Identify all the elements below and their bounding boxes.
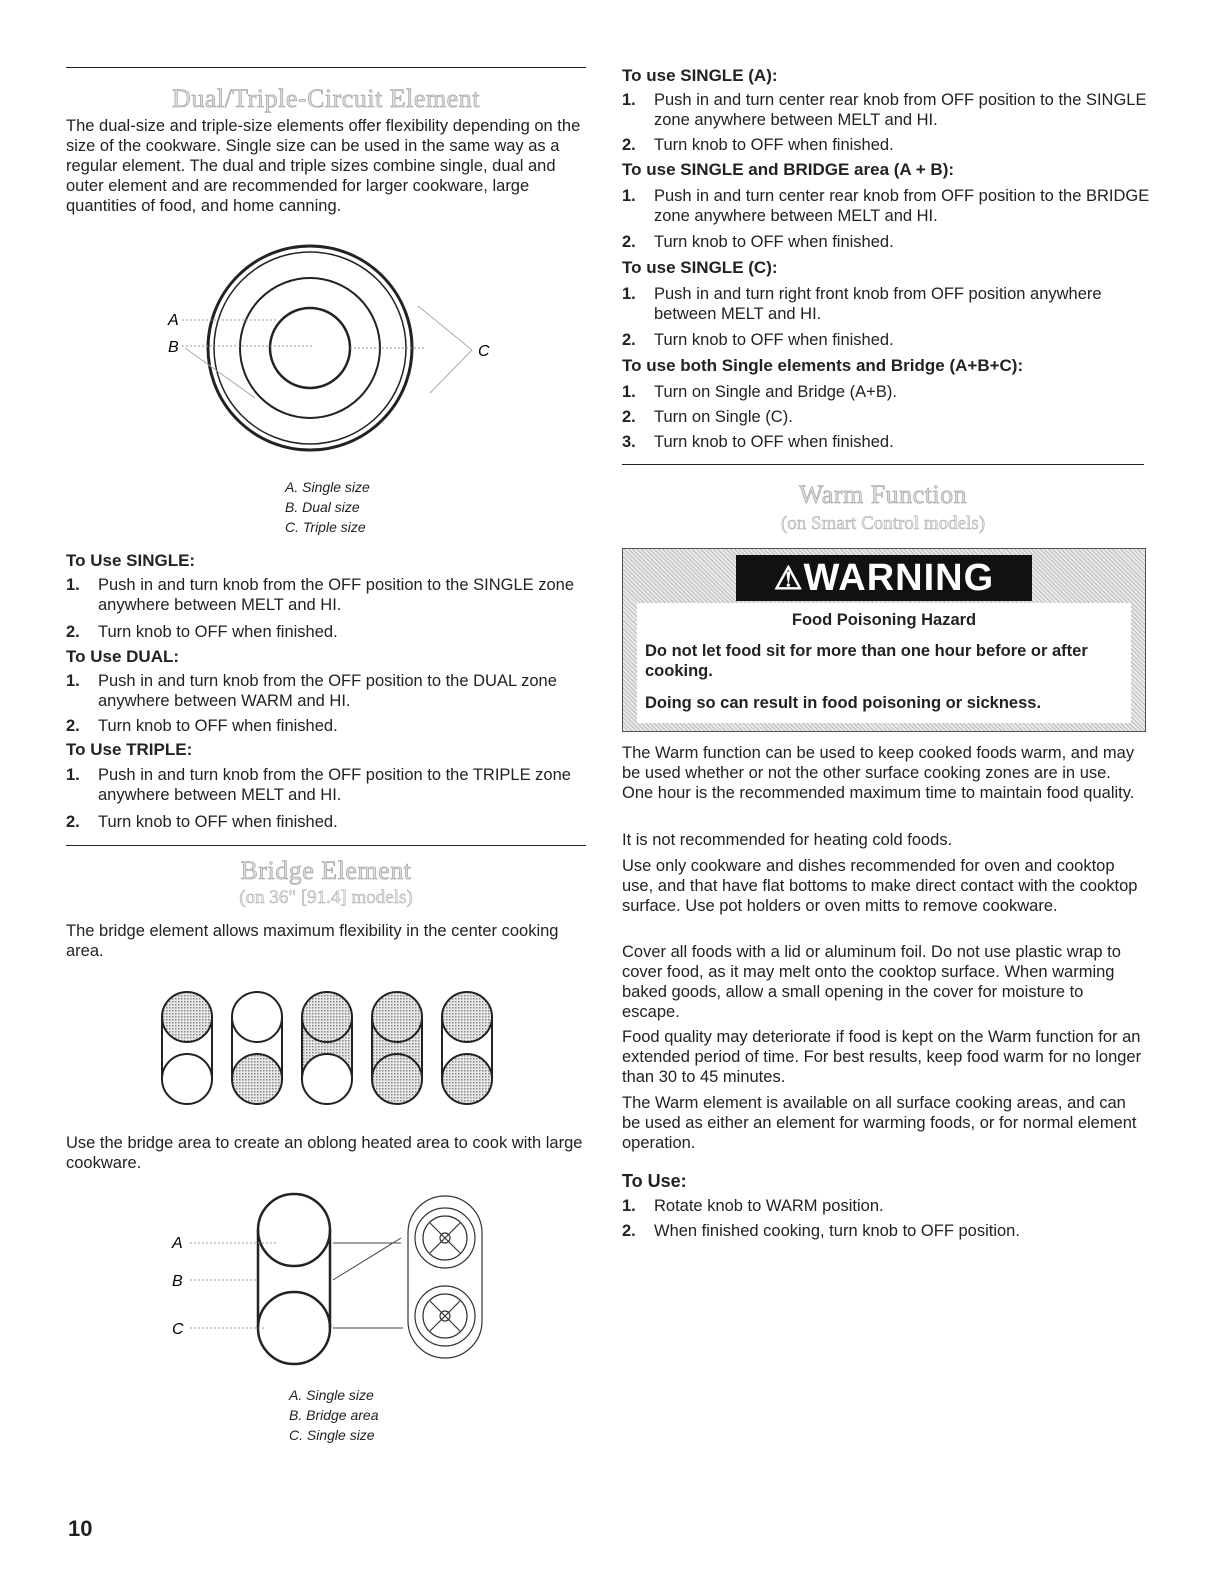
- warning-box: [622, 548, 1146, 732]
- step-triple-2: 2. Turn knob to OFF when finished.: [66, 813, 338, 831]
- section-title-bridge: Bridge Element: [240, 856, 412, 885]
- step-single-2: 2. Turn knob to OFF when finished.: [66, 623, 338, 641]
- warning-line-2: Doing so can result in food poisoning or sickness.: [645, 694, 1042, 712]
- step-dual-1: 1. Push in and turn knob from the OFF position to the DUAL zone anywhere between WARM and HI.: [66, 672, 557, 710]
- config-4: [372, 992, 422, 1104]
- knob-panel: [408, 1196, 482, 1358]
- dual-triple-caption-a: A. Single size: [285, 479, 370, 495]
- dual-triple-caption-c: C. Triple size: [285, 519, 366, 535]
- label-c: C: [478, 343, 490, 360]
- step-to-use-2: 2. When finished cooking, turn knob to OFF position.: [622, 1222, 1020, 1240]
- step-both-3: 3. Turn knob to OFF when finished.: [622, 433, 894, 451]
- warm-para-5: Food quality may deteriorate if food is kept on the Warm function for an extended period of time. For best results, keep food warm for no longer than 30 to 45 minutes.: [622, 1028, 1142, 1086]
- warm-para-1: The Warm function can be used to keep cooked foods warm, and may be used whether or not the other surface cooking zones are in use. One hour is the recommended maximum time to maintain food quality.: [622, 744, 1135, 802]
- bridge-caption-a: A. Single size: [289, 1387, 374, 1403]
- heading-single-c: To use SINGLE (C):: [622, 258, 778, 277]
- step-single-c-1: 1. Push in and turn right front knob from OFF position anywhere between MELT and HI.: [622, 285, 1102, 323]
- heading-both: To use both Single elements and Bridge (A+B+C):: [622, 356, 1024, 375]
- config-1: [162, 992, 212, 1104]
- warning-triangle-icon: ⚠: [773, 560, 804, 596]
- step-single-a-2: 2. Turn knob to OFF when finished.: [622, 136, 894, 154]
- bridge-configurations-diagram: [160, 983, 500, 1123]
- section-subtitle-warm: (on Smart Control models): [780, 513, 986, 534]
- step-single-bridge-1: 1. Push in and turn center rear knob from OFF position to the BRIDGE zone anywhere between MELT and HI.: [622, 187, 1150, 225]
- heading-single-bridge: To use SINGLE and BRIDGE area (A + B):: [622, 160, 955, 179]
- step-both-1: 1. Turn on Single and Bridge (A+B).: [622, 383, 897, 401]
- top-rule-left: [66, 67, 586, 68]
- config-2: [232, 992, 282, 1104]
- label-c: C: [172, 1321, 184, 1338]
- triple-element-diagram: [160, 228, 500, 478]
- outer-ring-inner: [214, 252, 406, 444]
- step-dual-2: 2. Turn knob to OFF when finished.: [66, 717, 338, 735]
- heading-use-single: To Use SINGLE:: [66, 551, 196, 570]
- bridge-use-text: Use the bridge area to create an oblong heated area to cook with large cookware.: [66, 1134, 583, 1172]
- warm-para-2: It is not recommended for heating cold foods.: [622, 831, 953, 849]
- heading-single-a: To use SINGLE (A):: [622, 66, 778, 85]
- rule-bridge: [66, 845, 586, 846]
- warm-para-4: Cover all foods with a lid or aluminum foil. Do not use plastic wrap to cover food, as it may melt onto the cooktop surface. When warming baked goods, allow a small opening in the cover for moisture to escape.: [622, 943, 1121, 1021]
- step-single-a-1: 1. Push in and turn center rear knob from OFF position to the SINGLE zone anywhere between MELT and HI.: [622, 91, 1147, 129]
- step-single-c-2: 2. Turn knob to OFF when finished.: [622, 331, 894, 349]
- page-number: 10: [68, 1516, 93, 1541]
- warning-hazard-title: Food Poisoning Hazard: [791, 611, 977, 629]
- section-title-dual-triple: Dual/Triple-Circuit Element: [172, 84, 480, 113]
- rule-warm: [622, 464, 1144, 465]
- dual-triple-intro: The dual-size and triple-size elements offer flexibility depending on the size of the cookware. Single size can be used in the same way as a regular element. The dual and triple sizes combine single, dual and outer element and are recommended for larger cookware, large quantities of food, and home canning.: [66, 117, 581, 215]
- config-5: [442, 992, 492, 1104]
- label-b: B: [168, 339, 179, 356]
- section-subtitle-bridge: (on 36" [91.4] models): [239, 887, 413, 908]
- step-single-1: 1. Push in and turn knob from the OFF position to the SINGLE zone anywhere between MELT and HI.: [66, 576, 575, 614]
- config-3: [302, 992, 352, 1104]
- label-a: A: [168, 312, 179, 329]
- label-b: B: [172, 1273, 183, 1290]
- step-single-bridge-2: 2. Turn knob to OFF when finished.: [622, 233, 894, 251]
- outer-ring: [208, 246, 412, 450]
- warm-para-3: Use only cookware and dishes recommended for oven and cooktop use, and that have flat bottoms to make direct contact with the cooktop surface. Use pot holders or oven mitts to remove cookware.: [622, 857, 1138, 915]
- bridge-caption-b: B. Bridge area: [289, 1407, 379, 1423]
- bridge-intro: The bridge element allows maximum flexibility in the center cooking area.: [66, 922, 559, 960]
- warning-banner: ⚠WARNING: [736, 555, 1032, 601]
- dual-triple-caption-b: B. Dual size: [285, 499, 360, 515]
- step-both-2: 2. Turn on Single (C).: [622, 408, 793, 426]
- bridge-caption-c: C. Single size: [289, 1427, 375, 1443]
- warning-body: [637, 603, 1131, 723]
- heading-use-dual: To Use DUAL:: [66, 647, 180, 666]
- warning-line-1: Do not let food sit for more than one hour before or after cooking.: [645, 642, 1088, 680]
- step-to-use-1: 1. Rotate knob to WARM position.: [622, 1197, 884, 1215]
- heading-to-use: To Use:: [622, 1171, 687, 1191]
- step-triple-1: 1. Push in and turn knob from the OFF position to the TRIPLE zone anywhere between MELT and HI.: [66, 766, 571, 804]
- warm-para-6: The Warm element is available on all surface cooking areas, and can be used as either an element for warming foods, or for normal element operation.: [622, 1094, 1137, 1152]
- label-a: A: [172, 1235, 183, 1252]
- heading-use-triple: To Use TRIPLE:: [66, 740, 193, 759]
- inner-ring: [270, 308, 350, 388]
- bridge-element-diagram: [168, 1188, 498, 1373]
- section-title-warm: Warm Function: [798, 480, 968, 509]
